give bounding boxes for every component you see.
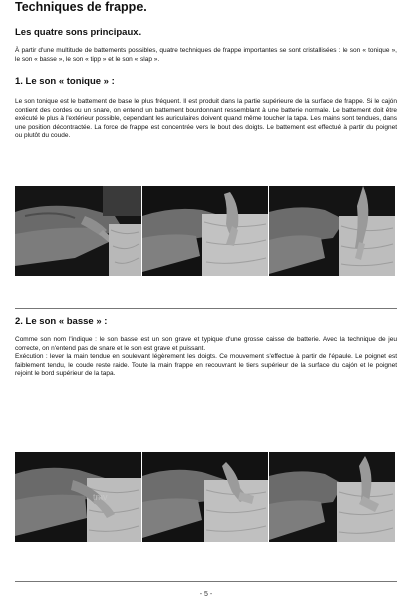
photo-separator — [141, 452, 142, 542]
photo-strip-tonique — [15, 186, 395, 276]
section-tonique-heading: 1. Le son « tonique » : — [15, 76, 115, 87]
photo-basse-1 — [15, 452, 141, 542]
photo-strip-basse — [15, 452, 395, 542]
footer-divider — [15, 581, 397, 582]
section-basse-text-1: Comme son nom l'indique : le son basse est un son grave et typique d'une grosse caisse de batterie. Avec la technique de jeu correcte, on n'entend pas de snare et le son est grave et puissant. — [15, 336, 397, 352]
photo-basse-2 — [142, 452, 268, 542]
photo-separator — [268, 186, 269, 276]
photo-tonique-1 — [15, 186, 141, 276]
photo-separator — [141, 186, 142, 276]
page-subtitle: Les quatre sons principaux. — [15, 27, 142, 38]
intro-paragraph: À partir d'une multitude de battements possibles, quatre techniques de frappe importantes se sont cristallisées : le son « tonique », le son « basse », le son « tipp » et le son « slap ». — [15, 47, 397, 63]
section-divider — [15, 308, 397, 309]
section-basse-text-2: Exécution : lever la main tendue en soulevant légèrement les doigts. Ce mouvement s'effectue à partir de l'épaule. Le poignet est faiblement tendu, le coude reste raide. Toute la main frappe en recouvrant le tiers supérieur de la surface du cajón et le poignet rejoint le bord supérieur de la tapa. — [15, 353, 397, 378]
page-number: - 5 - — [199, 591, 213, 598]
page-title: Techniques de frappe. — [15, 0, 147, 14]
section-basse-text — [15, 336, 397, 379]
photo-tonique-3 — [269, 186, 395, 276]
photo-separator — [268, 452, 269, 542]
photo-watermark: tmv — [93, 492, 108, 502]
photo-basse-3 — [269, 452, 395, 542]
section-tonique-text: Le son tonique est le battement de base le plus fréquent. Il est produit dans la partie supérieure de la surface de frappe. Si le cajón contient des cordes ou un snare, on entend un battement bourdonnant ressemblant à une batterie normale. Le battement doit être exécuté le plus à l'extérieur possible, cependant les auriculaires doivent quand même toucher la tapa. Les mains sont tendues, dans une position décontractée. La force de frappe est concentrée vers le bout des doigts. Le battement est effectué à partir du poignet ou plutôt du coude. — [15, 98, 397, 140]
section-basse-heading: 2. Le son « basse » : — [15, 316, 108, 327]
photo-tonique-2 — [142, 186, 268, 276]
